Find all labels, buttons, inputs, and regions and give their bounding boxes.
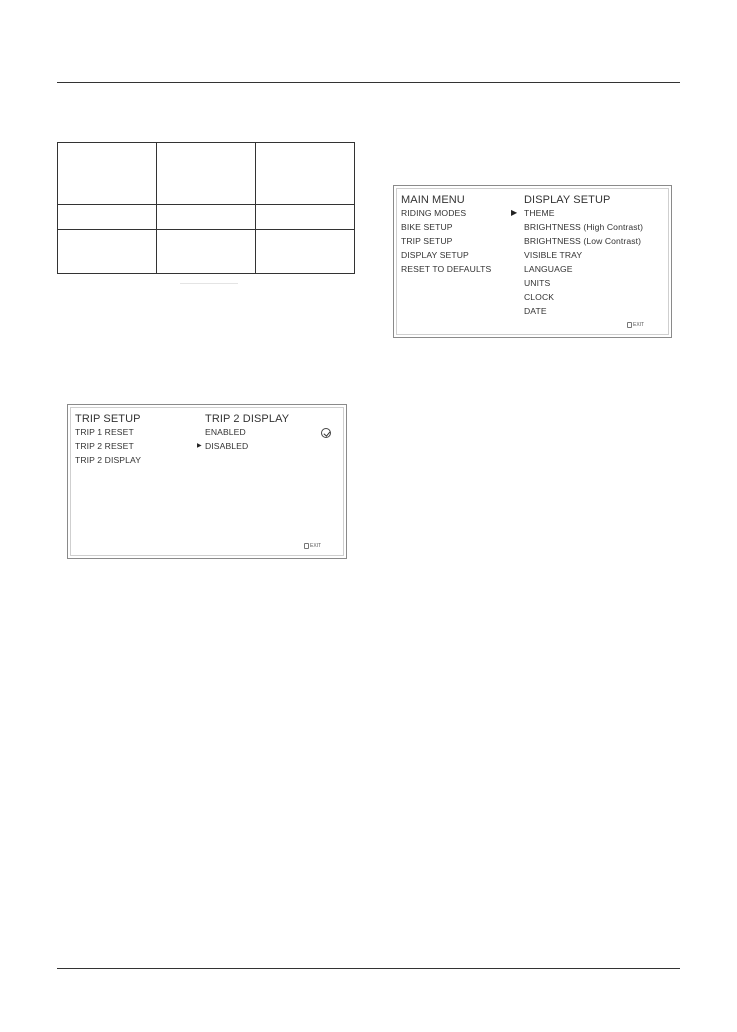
menu-item-trip-1-reset[interactable]: TRIP 1 RESET <box>75 427 134 437</box>
option-brightness-low-contrast[interactable]: BRIGHTNESS (Low Contrast) <box>524 236 642 246</box>
table-cell <box>58 230 157 274</box>
menu-item-trip-setup[interactable]: TRIP SETUP <box>401 236 453 246</box>
exit-button[interactable] <box>627 322 644 328</box>
menu-item-trip-2-reset[interactable]: TRIP 2 RESET <box>75 441 134 451</box>
option-enabled[interactable]: ENABLED <box>205 427 246 437</box>
empty-table <box>57 142 355 274</box>
menu-item-display-setup[interactable]: DISPLAY SETUP <box>401 250 469 260</box>
table-cell <box>157 143 256 205</box>
checkmark-icon <box>321 428 331 438</box>
header-rule <box>57 82 680 83</box>
selection-arrow-icon: ▶ <box>197 443 202 449</box>
table-cell <box>58 143 157 205</box>
table-cell <box>58 205 157 230</box>
menu-item-reset-to-defaults[interactable]: RESET TO DEFAULTS <box>401 264 492 274</box>
exit-label: EXIT <box>633 322 645 328</box>
option-clock[interactable]: CLOCK <box>524 292 555 302</box>
table-cell <box>157 205 256 230</box>
exit-button[interactable] <box>304 543 321 549</box>
exit-icon <box>304 543 309 549</box>
option-units[interactable]: UNITS <box>524 278 551 288</box>
menu-item-riding-modes[interactable]: RIDING MODES <box>401 208 467 218</box>
exit-label: EXIT <box>310 543 322 549</box>
table-cell <box>256 143 355 205</box>
option-language[interactable]: LANGUAGE <box>524 264 573 274</box>
table-row <box>58 205 355 230</box>
menu-item-bike-setup[interactable]: BIKE SETUP <box>401 222 453 232</box>
table-cell <box>256 230 355 274</box>
table-row <box>58 230 355 274</box>
display-setup-screen <box>393 185 672 338</box>
option-disabled[interactable]: DISABLED <box>205 441 249 451</box>
main-menu-title: MAIN MENU <box>401 194 465 206</box>
exit-icon <box>627 322 632 328</box>
trip-setup-title: TRIP SETUP <box>75 413 141 425</box>
trip-setup-screen <box>67 404 347 559</box>
menu-item-trip-2-display[interactable]: TRIP 2 DISPLAY <box>75 455 142 465</box>
trip-2-display-title: TRIP 2 DISPLAY <box>205 413 290 425</box>
table-shadow <box>180 283 238 284</box>
display-setup-title: DISPLAY SETUP <box>524 194 611 206</box>
option-visible-tray[interactable]: VISIBLE TRAY <box>524 250 583 260</box>
table-cell <box>256 205 355 230</box>
option-date[interactable]: DATE <box>524 306 547 316</box>
option-theme[interactable]: THEME <box>524 208 555 218</box>
table-cell <box>157 230 256 274</box>
table-row <box>58 143 355 205</box>
option-brightness-high-contrast[interactable]: BRIGHTNESS (High Contrast) <box>524 222 644 232</box>
selection-arrow-icon: ▶ <box>511 208 518 217</box>
footer-rule <box>57 968 680 969</box>
